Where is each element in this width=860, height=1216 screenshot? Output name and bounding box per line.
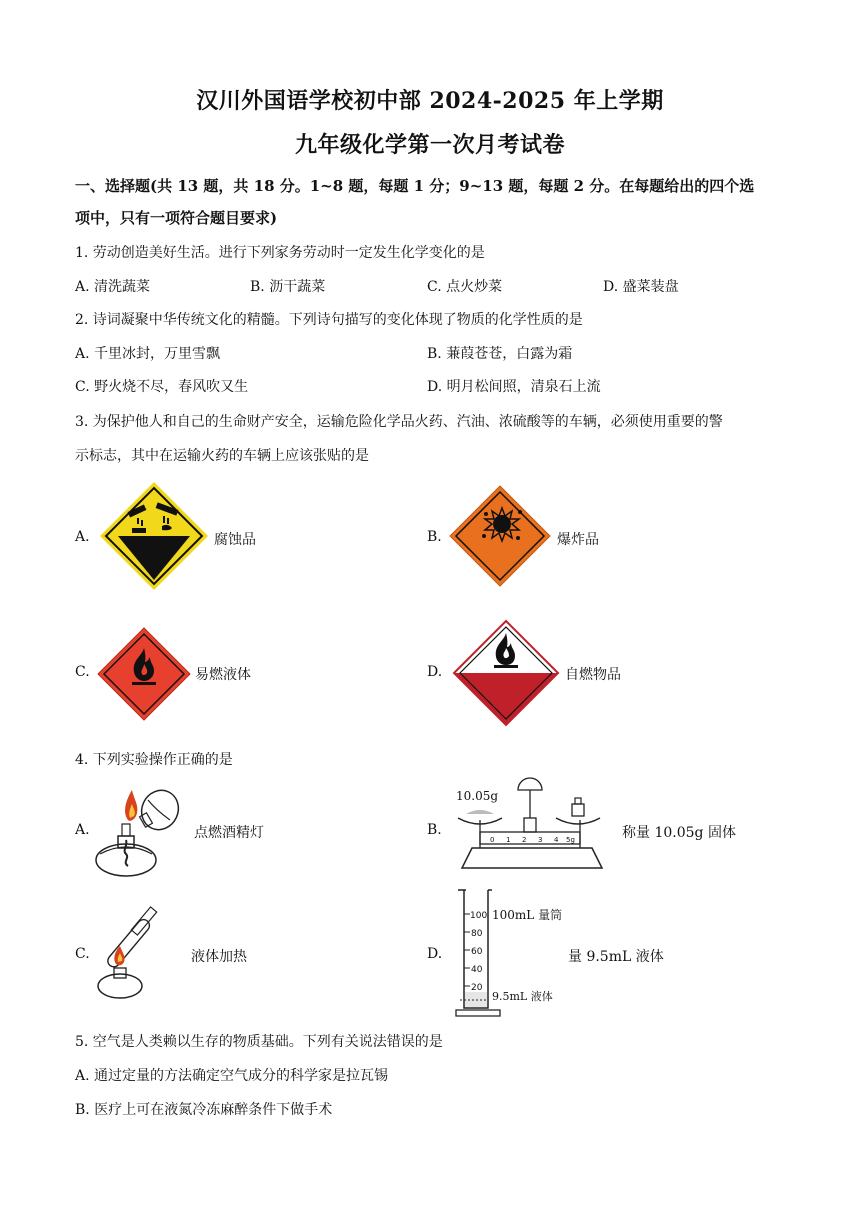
- q1-option-d[interactable]: D. 盛菜装盘: [603, 279, 679, 295]
- q4-option-c-letter[interactable]: C.: [75, 946, 90, 962]
- cylinder-tick-100: 100: [470, 911, 488, 921]
- q3-option-b-letter[interactable]: B.: [427, 529, 442, 545]
- q4-caption-b: 称量 10.05g 固体: [622, 825, 736, 841]
- question-3-stem-line2: 示标志，其中在运输火药的车辆上应该张贴的是: [75, 448, 369, 464]
- question-4-stem: 4. 下列实验操作正确的是: [75, 752, 233, 768]
- q2-option-a[interactable]: A. 千里冰封，万里雪飘: [75, 346, 221, 362]
- q4-option-b-letter[interactable]: B.: [427, 822, 442, 838]
- balance-scale-0: 0: [490, 836, 495, 844]
- explosive-hazard-sign[interactable]: [448, 484, 552, 588]
- cylinder-tick-20: 20: [471, 983, 483, 993]
- spontaneous-combustion-hazard-sign[interactable]: [452, 619, 560, 727]
- cylinder-tick-80: 80: [471, 929, 483, 939]
- balance-scale-5: 5g: [566, 836, 575, 844]
- q2-option-d[interactable]: D. 明月松间照，清泉石上流: [427, 379, 601, 395]
- question-1-stem: 1. 劳动创造美好生活。进行下列家务劳动时一定发生化学变化的是: [75, 245, 485, 261]
- q3-caption-a: 腐蚀品: [214, 532, 256, 548]
- q3-caption-c: 易燃液体: [195, 667, 251, 683]
- q4-caption-d: 量 9.5mL 液体: [568, 949, 664, 965]
- q3-caption-b: 爆炸品: [557, 532, 599, 548]
- corrosive-hazard-sign[interactable]: [98, 480, 210, 592]
- q5-option-a[interactable]: A. 通过定量的方法确定空气成分的科学家是拉瓦锡: [75, 1068, 389, 1084]
- liquid-heating-illustration[interactable]: [92, 904, 172, 1004]
- question-5-stem: 5. 空气是人类赖以生存的物质基础。下列有关说法错误的是: [75, 1034, 443, 1050]
- q1-option-c[interactable]: C. 点火炒菜: [427, 279, 503, 295]
- q5-option-b[interactable]: B. 医疗上可在液氮冷冻麻醉条件下做手术: [75, 1102, 333, 1118]
- exam-title-line2: 九年级化学第一次月考试卷: [294, 132, 565, 158]
- question-3-stem-line1: 3. 为保护他人和自己的生命财产安全，运输危险化学品火药、汽油、浓硫酸等的车辆，必须使用重要的警: [75, 414, 723, 430]
- balance-scale-4: 4: [554, 836, 559, 844]
- q2-option-c[interactable]: C. 野火烧不尽，春风吹又生: [75, 379, 249, 395]
- q3-option-a-letter[interactable]: A.: [75, 529, 90, 545]
- alcohol-lamp-lighting-illustration[interactable]: [94, 780, 190, 880]
- cylinder-capacity-label: 100mL 量筒: [492, 908, 563, 922]
- q4-option-a-letter[interactable]: A.: [75, 822, 90, 838]
- balance-weighing-illustration[interactable]: [452, 778, 612, 882]
- cylinder-tick-60: 60: [471, 947, 483, 957]
- exam-title-line1: 汉川外国语学校初中部 2024-2025 年上学期: [196, 88, 664, 114]
- q1-option-b[interactable]: B. 沥干蔬菜: [250, 279, 326, 295]
- cylinder-level-label: 9.5mL 液体: [492, 990, 553, 1003]
- q4-caption-a: 点燃酒精灯: [194, 825, 264, 841]
- graduated-cylinder-illustration[interactable]: [454, 888, 566, 1020]
- q4-caption-c: 液体加热: [191, 949, 247, 965]
- balance-scale-2: 2: [522, 836, 527, 844]
- flammable-liquid-hazard-sign[interactable]: [96, 626, 192, 722]
- q3-option-d-letter[interactable]: D.: [427, 664, 443, 680]
- q2-option-b[interactable]: B. 蒹葭苍苍，白露为霜: [427, 346, 573, 362]
- balance-label: 10.05g: [456, 789, 499, 803]
- question-2-stem: 2. 诗词凝聚中华传统文化的精髓。下列诗句描写的变化体现了物质的化学性质的是: [75, 312, 583, 328]
- section-heading-line1: 一、选择题(共 13 题，共 18 分。1~8 题，每题 1 分；9~13 题，每题 2 分。在每题给出的四个选: [75, 177, 755, 195]
- q4-option-d-letter[interactable]: D.: [427, 946, 443, 962]
- q1-option-a[interactable]: A. 清洗蔬菜: [75, 279, 151, 295]
- balance-scale-1: 1: [506, 836, 511, 844]
- q3-caption-d: 自燃物品: [565, 667, 621, 683]
- section-heading-line2: 项中，只有一项符合题目要求): [75, 209, 278, 227]
- cylinder-tick-40: 40: [471, 965, 483, 975]
- balance-scale-3: 3: [538, 836, 543, 844]
- q3-option-c-letter[interactable]: C.: [75, 664, 90, 680]
